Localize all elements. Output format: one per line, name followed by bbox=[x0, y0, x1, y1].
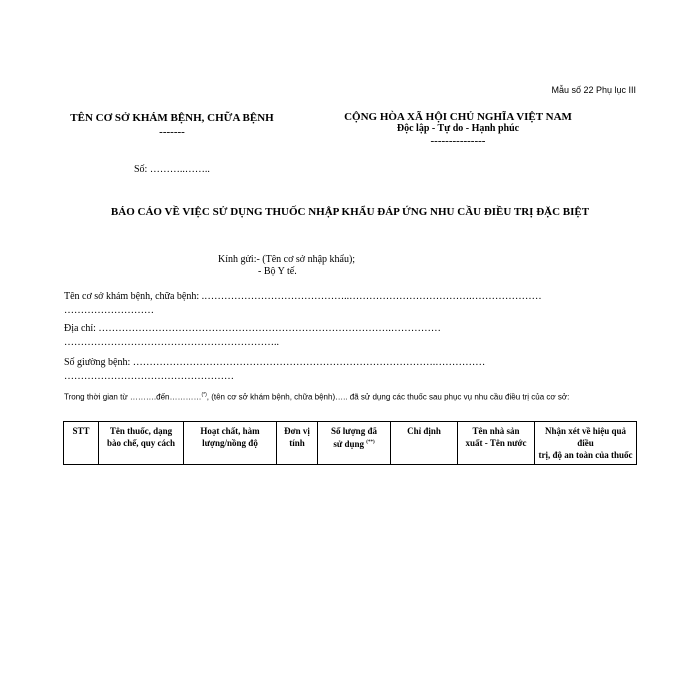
national-header-rule: --------------- bbox=[430, 135, 486, 147]
col-stt: STT bbox=[64, 422, 99, 465]
recipients bbox=[218, 254, 355, 278]
national-motto: Độc lập - Tự do - Hạnh phúc bbox=[396, 123, 520, 134]
col-indication: Chỉ định bbox=[391, 422, 458, 465]
report-title: BÁO CÁO VỀ VIỆC SỬ DỤNG THUỐC NHẬP KHẨU ĐÁP ỨNG NHU CẦU ĐIỀU TRỊ ĐẶC BIỆT bbox=[110, 206, 590, 218]
recipient-line-1: Kính gửi:- (Tên cơ sở nhập khẩu); bbox=[218, 254, 356, 265]
facility-header-rule: ------- bbox=[159, 126, 185, 138]
field-line-continued: ……………………………………………………….. bbox=[64, 337, 279, 348]
field-line-continued: …………………………………………… bbox=[64, 371, 234, 382]
col-manufacturer: Tên nhà sản xuất - Tên nước bbox=[458, 422, 535, 465]
recipient-line-2: - Bộ Y tế. bbox=[258, 266, 297, 277]
drug-usage-table bbox=[63, 421, 637, 465]
document-number: Số: ………..…….. bbox=[134, 164, 210, 175]
national-title: CỘNG HÒA XÃ HỘI CHỦ NGHĨA VIỆT NAM bbox=[344, 111, 572, 123]
field-line: Tên cơ sở khám bệnh, chữa bệnh: .……………………………………..……………………………….………………… bbox=[64, 291, 542, 302]
facility-name-placeholder: TÊN CƠ SỞ KHÁM BỆNH, CHỮA BỆNH bbox=[70, 112, 274, 124]
table-header-row bbox=[64, 422, 637, 465]
col-active-ingredient: Hoạt chất, hàm lượng/nồng độ bbox=[184, 422, 277, 465]
col-unit: Đơn vị tính bbox=[277, 422, 318, 465]
col-assessment: Nhận xét về hiệu quả điều trị, độ an toàn của thuốc bbox=[535, 422, 637, 465]
reporting-period-note bbox=[64, 389, 644, 404]
col-drug-name: Tên thuốc, dạng bào chế, quy cách bbox=[99, 422, 184, 465]
period-prefix: Trong thời gian từ ……….đến………… bbox=[64, 392, 202, 402]
address-field bbox=[64, 322, 441, 350]
field-line-continued: ……………………… bbox=[64, 305, 154, 316]
national-header bbox=[336, 111, 580, 147]
period-suffix: , (tên cơ sở khám bệnh, chữa bệnh)….. đã sử dụng các thuốc sau phục vụ nhu cầu điều trị của cơ sở: bbox=[206, 392, 570, 402]
field-line: Địa chỉ: …………………………………………………………………………….…………… bbox=[64, 323, 441, 334]
facility-name-field bbox=[64, 290, 542, 318]
bed-count-field bbox=[64, 356, 485, 384]
col-quantity-used: Số lượng đã sử dụng (**) bbox=[318, 422, 391, 465]
facility-header bbox=[62, 111, 282, 139]
form-number: Mẫu số 22 Phụ lục III bbox=[551, 85, 636, 95]
footnote-mark: (*) bbox=[201, 392, 207, 398]
field-line: Số giường bệnh: ……………………………………………………………………………….…………… bbox=[64, 357, 486, 368]
